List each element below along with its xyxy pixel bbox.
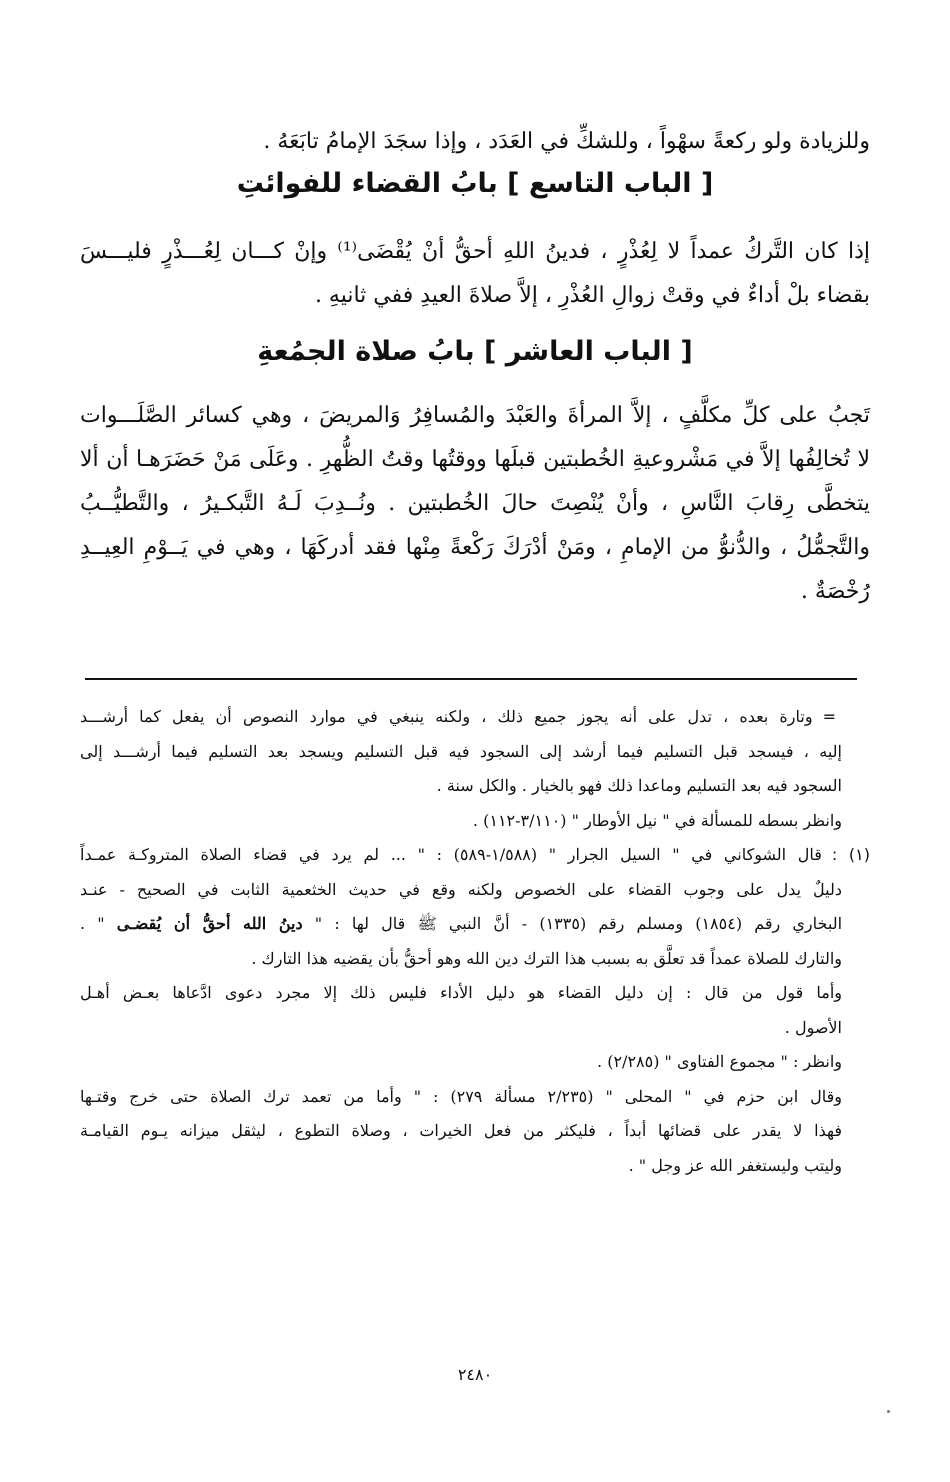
footnote-1-line: وانظر : " مجموع الفتاوى " (٢/٢٨٥) . <box>597 1052 842 1071</box>
scan-speck <box>887 1410 890 1413</box>
chapter-9-line: إذا كان التَّركُ عمداً لا لِعُذْرٍ ، فدينُ اللهِ أحقُّ أنْ يُقْضَى⁽¹⁾ وإنْ كـــان لِعُـــذْرٍ فليـــسَ <box>80 239 870 264</box>
footnote-1-line: وليتب وليستغفر الله عز وجل " . <box>628 1155 842 1175</box>
chapter-10-paragraph <box>80 394 870 614</box>
chapter-9-line: بقضاء بلْ أداءٌ في وقتْ زوالِ العُذْرِ ، إلاَّ صلاةَ العيدِ ففي ثانيهِ . <box>314 283 870 308</box>
hadith-quote: دينُ الله أحقُّ أن يُقضـى <box>116 914 303 933</box>
footnote-continued-line: =وتارة بعده ، تدل على أنه يجوز جميع ذلك ، ولكنه ينبغي في موارد النصوص أن يفعل كما أرشـــد <box>80 707 836 726</box>
chapter-9-paragraph <box>80 230 870 318</box>
footnote-separator <box>85 678 857 680</box>
intro-line: وللزيادة ولو ركعةً سهْواً ، وللشكِّ في العَدَد ، وإذا سجَدَ الإمامُ تابَعَهُ . <box>263 129 870 154</box>
intro-paragraph <box>80 120 870 164</box>
footnote-1-line: البخاري رقم (١٨٥٤) ومسلم رقم (١٣٣٥) - أنَّ النبي ﷺ قال لها : " دينُ الله أحقُّ أن يُقضـى " . <box>80 914 843 933</box>
footnote-1-line: وقال ابن حزم في " المحلى " (٢/٢٣٥ مسألة ٢٧٩) : " وأما من تعمد ترك الصلاة حتى خرج وقتـها <box>80 1086 843 1106</box>
chapter-10-line: لا تُخالِفُها إلاَّ في مَشْروعيةِ الخُطبتين قبلَها ووقتُها وقتُ الظُّهرِ . وعَلَى مَنْ حَضَرَهـا أن ألا <box>80 447 870 472</box>
footnote-1-line: دليلٌ يدل على وجوب القضاء على الخصوص ولكنه وقع في حديث الخثعمية الثابت في الصحيح - عنـد <box>80 879 842 899</box>
chapter-10-line: تَجبُ على كلِّ مكلَّفٍ ، إلاَّ المرأةَ والعَبْدَ والمُسافِرُ وَالمريضَ ، وهي كسائر الصَّلَـــوات <box>80 403 870 428</box>
footnote-continued-line: السجود فيه بعد التسليم وماعدا ذلك فهو بالخيار . والكل سنة . <box>436 776 842 795</box>
continuation-marker: = <box>822 707 836 726</box>
chapter-10-line: يتخطَّى رِقابَ النَّاسِ ، وأنْ يُنْصِتَ حالَ الخُطبتين . ونُــدِبَ لَـهُ التَّبكـيرُ ، والتَّطيُّــبُ <box>80 491 870 516</box>
footnote-continued-line: وانظر بسطه للمسألة في " نيل الأوطار " (٣/١١٠-١١٢) . <box>472 810 842 830</box>
footnote-1-line: فهذا لا يقدر على قضائها أبداً ، فليكثر من فعل الخيرات ، وصلاة التطوع ، ليثقل ميزانه يـوم القيامـة <box>80 1121 843 1140</box>
page-number: ٢٤٨٠ <box>457 1365 493 1384</box>
chapter-9-title: [ الباب التاسع ] بابُ القضاء للفوائتِ <box>236 168 714 199</box>
chapter-10-line: والتَّجمُّلُ ، والدُّنوُّ من الإمامِ ، ومَنْ أدْرَكَ رَكْعةً مِنْها فقد أدركَهَا ، وهي في يَــوْمِ العِيــدِ <box>80 535 870 560</box>
footnote-1-line: والتارك للصلاة عمداً قد تعلَّق به بسبب هذا الترك دين الله وهو أحقُّ بأن يقضيه هذا التارك . <box>251 948 842 968</box>
footnote-continued-line: إليه ، فيسجد قبل التسليم فيما أرشد إلى السجود فيه قبل التسليم ويسجد بعد التسليم فيما أرشـــد إلى <box>80 741 842 761</box>
footnotes-section <box>80 700 870 1183</box>
chapter-10-title: [ الباب العاشر ] بابُ صلاة الجمُعةِ <box>257 336 693 367</box>
chapter-10-line: رُخْصَةٌ . <box>800 579 870 604</box>
footnote-1-line: وأما قول من قال : إن دليل القضاء هو دليل الأداء فليس ذلك إلا مجرد دعوى ادَّعاها بعـض أهـل <box>80 983 842 1002</box>
footnote-1-line: الأصول . <box>784 1017 842 1037</box>
footnote-1-marker: (١) : <box>831 845 871 864</box>
footnote-1-line: (١) :قال الشوكاني في " السيل الجرار " (١/٥٨٨-٥٨٩) : " ... لم يرد في قضاء الصلاة المتروكـة عمـداً <box>80 845 871 864</box>
